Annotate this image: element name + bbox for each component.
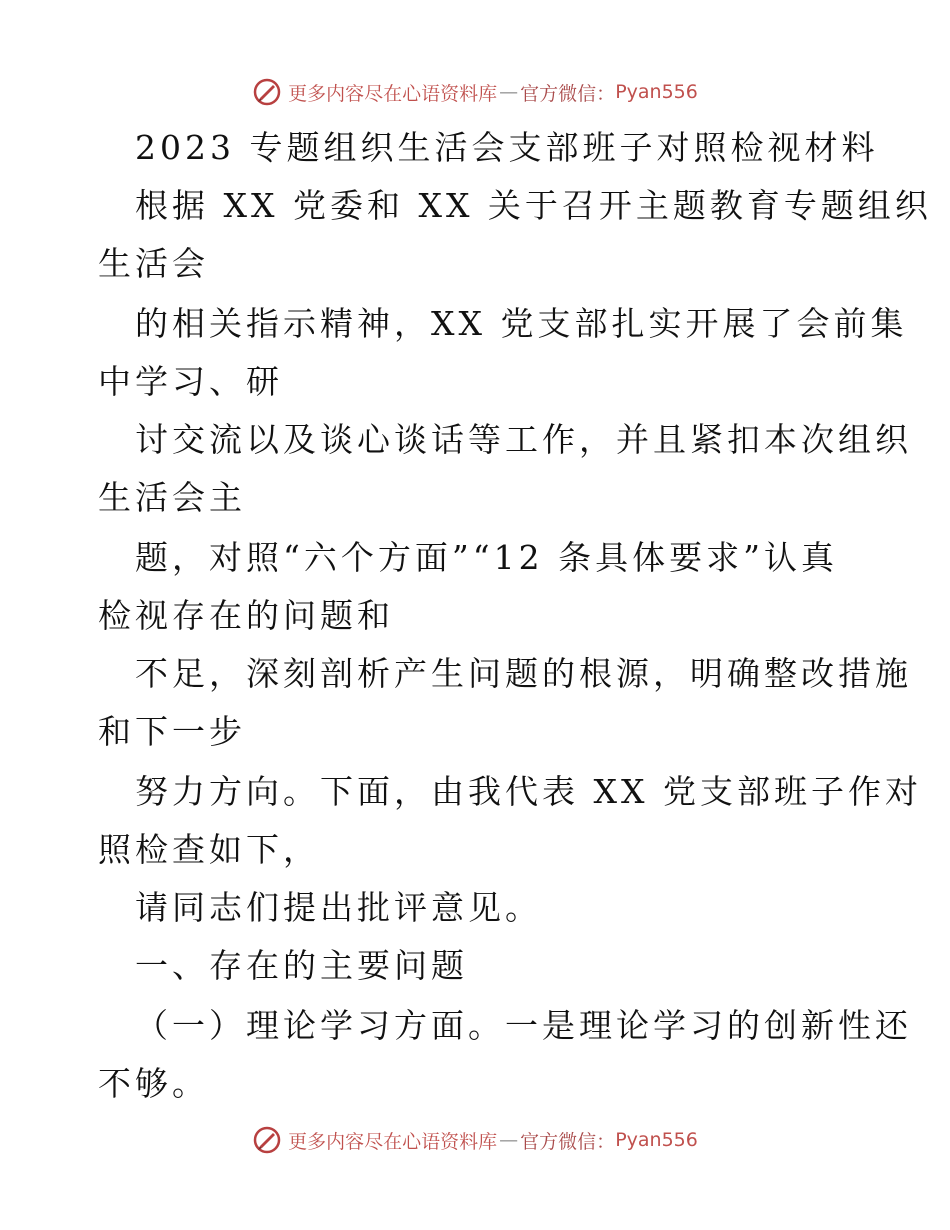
doc-line: 的相关指示精神，XX 党支部扎实开展了会前集	[135, 304, 908, 343]
doc-line: 生活会主	[98, 478, 246, 517]
watermark-label: 官方微信：	[520, 82, 616, 105]
doc-line: 照检查如下，	[98, 830, 320, 869]
doc-line: （一）理论学习方面。一是理论学习的创新性还	[135, 1006, 912, 1045]
watermark-separator: —	[499, 81, 519, 103]
watermark-separator: —	[499, 1129, 519, 1151]
doc-line: 和下一步	[98, 712, 246, 751]
pen-seal-icon	[252, 77, 282, 107]
doc-line: 根据 XX 党委和 XX 关于召开主题教育专题组织	[135, 186, 932, 225]
watermark-footer	[0, 1120, 950, 1160]
doc-line: 生活会	[98, 244, 209, 283]
watermark-handle: Pyan556	[615, 81, 698, 103]
doc-line: 不足，深刻剖析产生问题的根源，明确整改措施	[135, 654, 912, 693]
doc-title: 2023 专题组织生活会支部班子对照检视材料	[135, 128, 879, 167]
doc-line: 不够。	[98, 1064, 209, 1103]
doc-line: 努力方向。下面，由我代表 XX 党支部班子作对	[135, 772, 922, 811]
watermark-label: 官方微信：	[520, 1130, 616, 1153]
doc-line: 中学习、研	[98, 362, 283, 401]
pen-seal-icon	[252, 1125, 282, 1155]
doc-line: 检视存在的问题和	[98, 596, 394, 635]
watermark-text: 更多内容尽在心语资料库	[288, 1130, 498, 1153]
watermark-text: 更多内容尽在心语资料库	[288, 82, 498, 105]
doc-line: 请同志们提出批评意见。	[135, 888, 542, 927]
watermark-handle: Pyan556	[615, 1129, 698, 1151]
section-heading: 一、存在的主要问题	[135, 946, 468, 985]
doc-line: 题，对照“六个方面”“12 条具体要求”认真	[135, 538, 838, 577]
watermark-header	[0, 72, 950, 112]
doc-line: 讨交流以及谈心谈话等工作，并且紧扣本次组织	[135, 420, 912, 459]
